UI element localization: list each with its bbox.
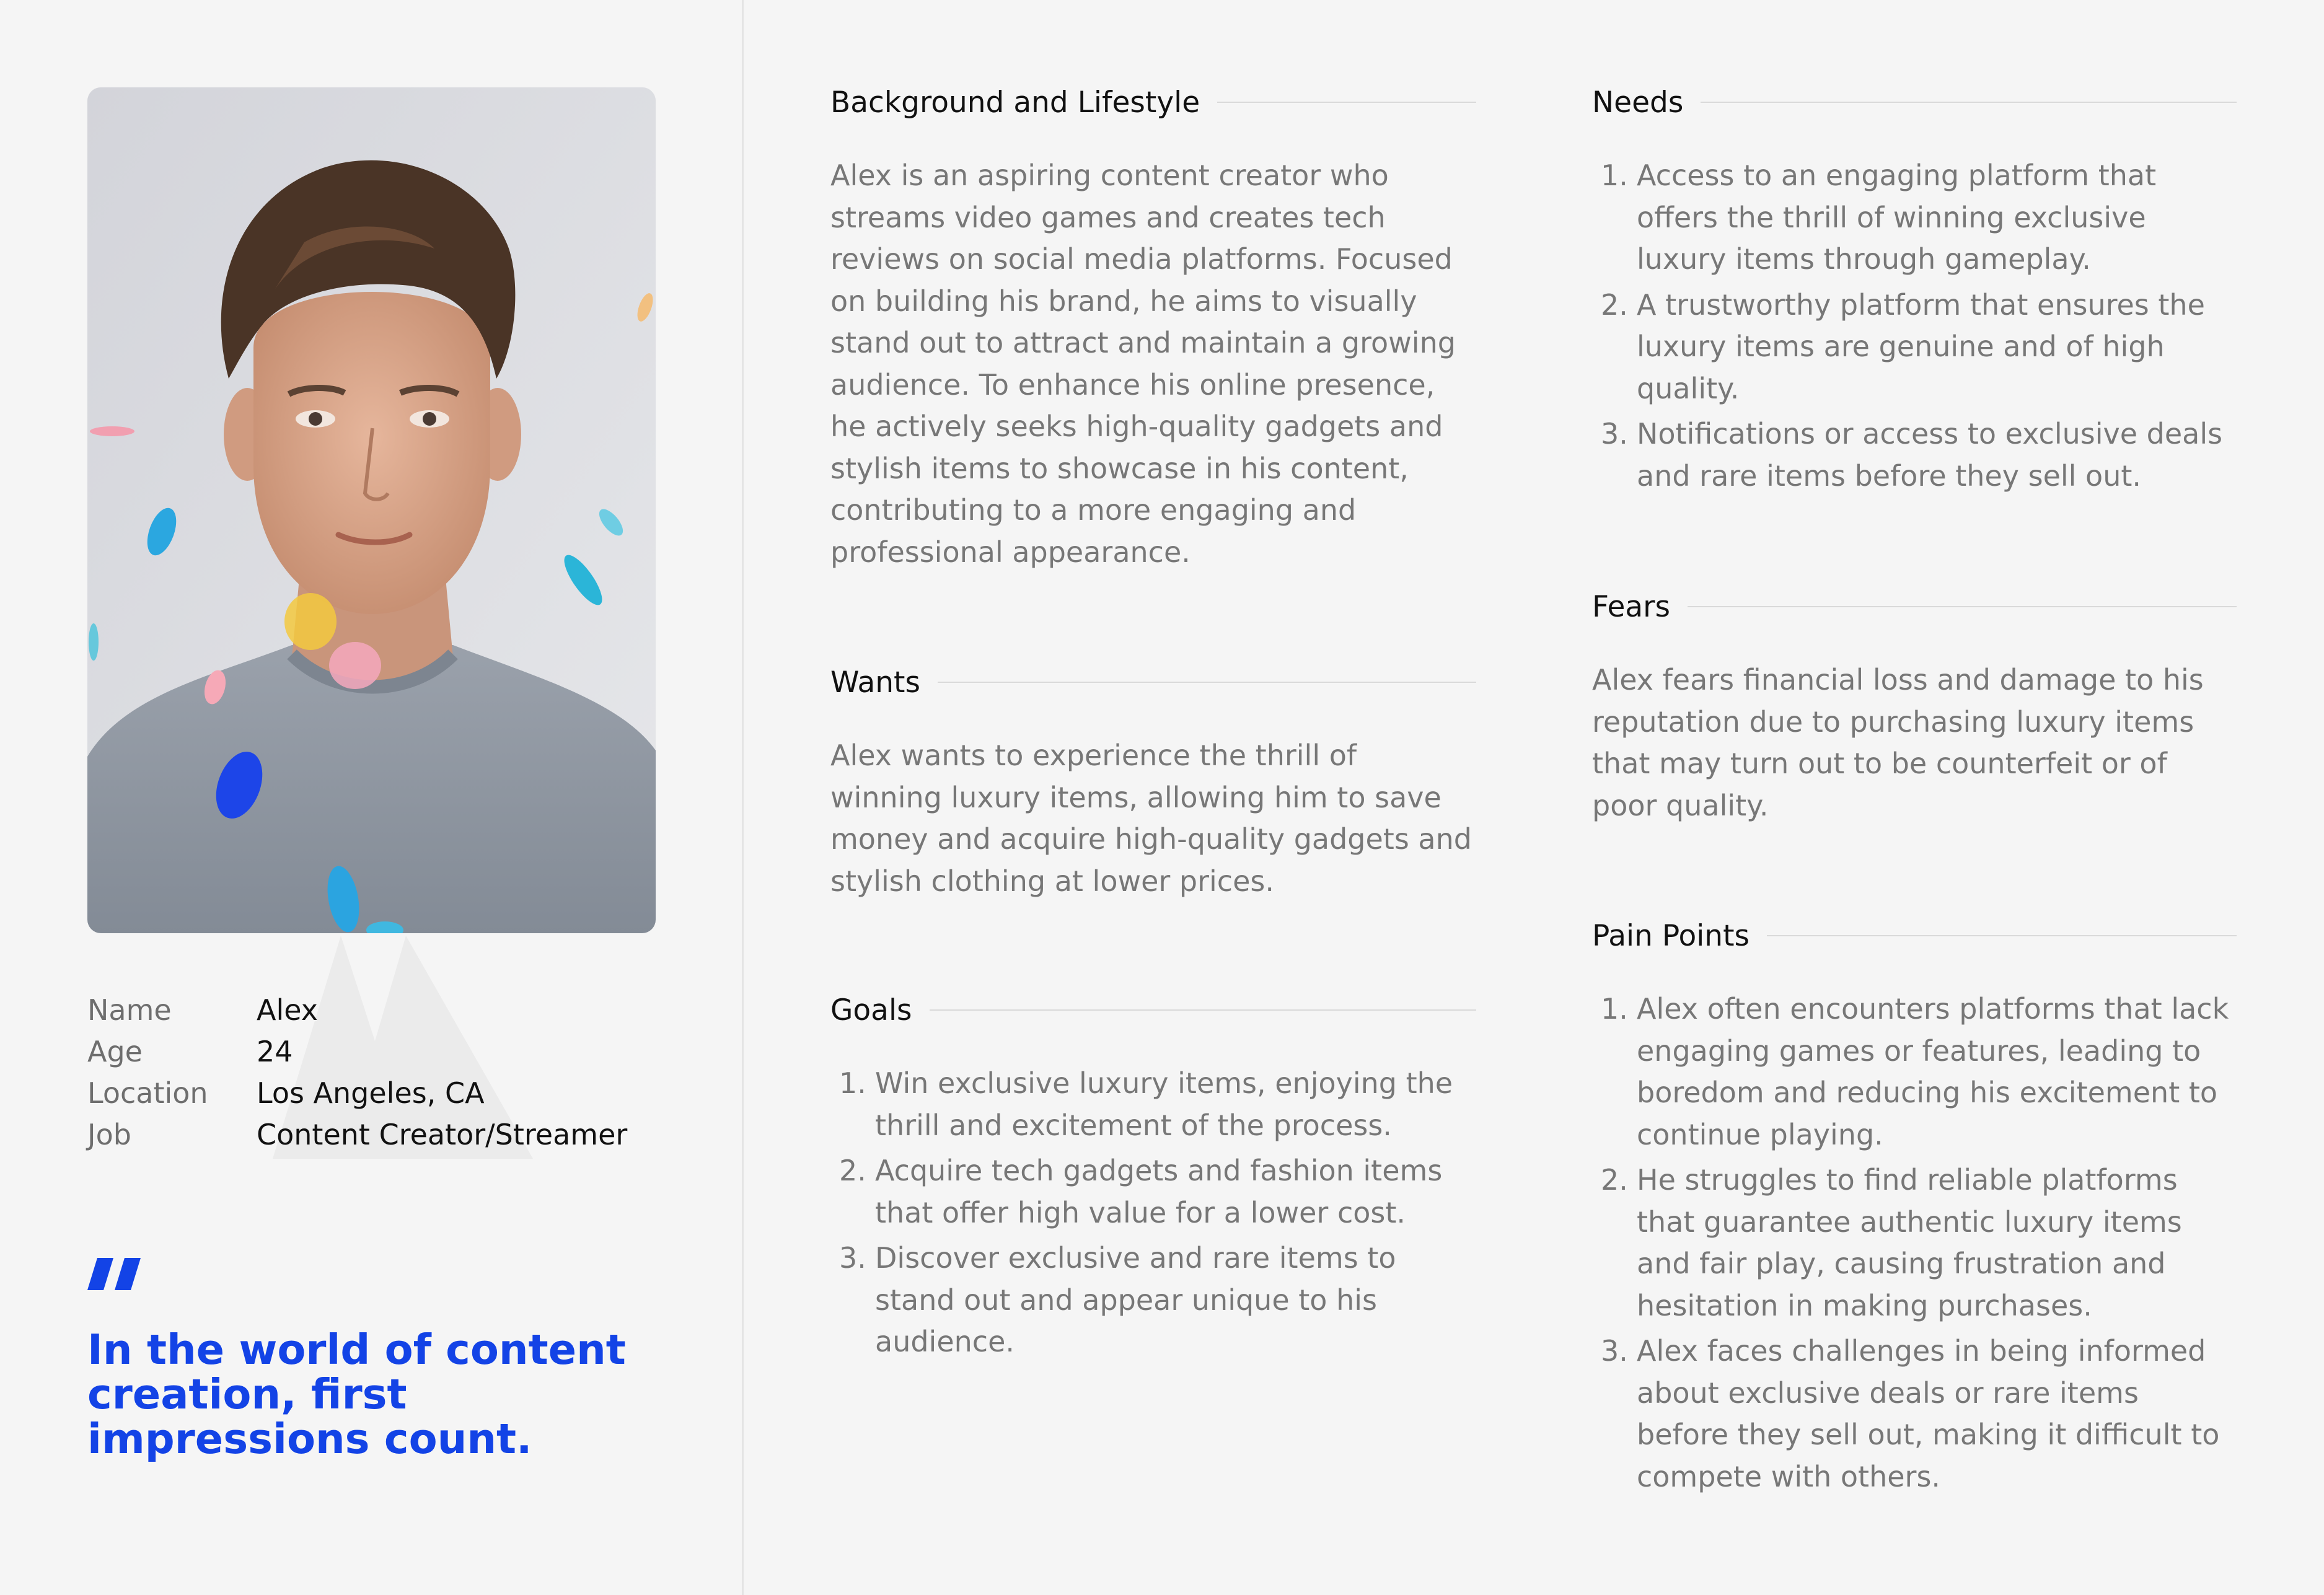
list-item: [1592, 1159, 2237, 1327]
column-divider: [742, 0, 744, 1595]
section-fears: [1592, 585, 2237, 827]
list-number: 2.: [839, 1154, 866, 1187]
list-text: Alex often encounters platforms that lack engaging games or features, leading to boredom and reducing his excitement to continue playing.: [1637, 992, 2229, 1151]
section-title-pain-points: Pain Points: [1592, 918, 1750, 953]
list-item: [1592, 413, 2237, 497]
job-value: Content Creator/Streamer: [257, 1118, 628, 1151]
list-text: Acquire tech gadgets and fashion items that offer high value for a lower cost.: [875, 1154, 1443, 1229]
needs-list: [1592, 155, 2237, 497]
list-text: Access to an engaging platform that offers the thrill of winning exclusive luxury items through gameplay.: [1637, 159, 2157, 276]
name-label: Name: [87, 993, 172, 1027]
section-header: [830, 81, 1476, 124]
info-row-location: [87, 1073, 664, 1114]
age-label: Age: [87, 1035, 143, 1068]
quote-mark-icon: [87, 1258, 143, 1290]
persona-quote: In the world of content creation, first impressions count.: [87, 1325, 626, 1463]
section-rule: [1767, 935, 2237, 936]
fears-text: Alex fears financial loss and damage to his reputation due to purchasing luxury items that may turn out to be counterfeit or of poor quality.: [1592, 663, 2204, 822]
section-rule: [938, 682, 1476, 683]
list-number: 1.: [1601, 159, 1628, 192]
list-text: A trustworthy platform that ensures the luxury items are genuine and of high quality.: [1637, 288, 2205, 405]
pain-points-list: [1592, 988, 2237, 1498]
section-rule: [1701, 102, 2237, 103]
section-header: [830, 988, 1476, 1032]
section-needs: [1592, 81, 2237, 501]
list-number: 2.: [1601, 1163, 1628, 1197]
persona-photo: [87, 87, 656, 933]
list-number: 3.: [1601, 1334, 1628, 1368]
section-pain-points: [1592, 914, 2237, 1501]
list-item: [830, 1063, 1476, 1146]
section-rule: [930, 1009, 1476, 1011]
location-label: Location: [87, 1076, 208, 1110]
list-item: [830, 1150, 1476, 1234]
list-text: Alex faces challenges in being informed about exclusive deals or rare items before they sell out, making it difficult to compete with others.: [1637, 1334, 2220, 1493]
section-rule: [1688, 606, 2237, 607]
profile-panel: [0, 0, 742, 1595]
section-header: [830, 661, 1476, 704]
list-number: 3.: [839, 1241, 866, 1275]
profile-info: [87, 990, 664, 1156]
name-value: Alex: [257, 993, 318, 1027]
section-header: [1592, 81, 2237, 124]
list-number: 3.: [1601, 417, 1628, 450]
section-title-needs: Needs: [1592, 85, 1684, 120]
list-text: Discover exclusive and rare items to stand out and appear unique to his audience.: [875, 1241, 1396, 1358]
list-number: 1.: [1601, 992, 1628, 1026]
section-background: [830, 81, 1476, 573]
info-row-job: [87, 1114, 664, 1156]
section-title-goals: Goals: [830, 993, 912, 1027]
list-number: 1.: [839, 1066, 866, 1100]
section-title-fears: Fears: [1592, 589, 1670, 624]
list-number: 2.: [1601, 288, 1628, 322]
section-title-wants: Wants: [830, 665, 920, 700]
list-text: He struggles to find reliable platforms that guarantee authentic luxury items and fair play, causing frustration and hesitation in making purchases.: [1637, 1163, 2182, 1322]
list-item: [1592, 284, 2237, 410]
age-value: 24: [257, 1035, 293, 1068]
list-item: [1592, 155, 2237, 281]
info-row-age: [87, 1031, 664, 1073]
wants-text: Alex wants to experience the thrill of winning luxury items, allowing him to save money and acquire high-quality gadgets and stylish clothing at lower prices.: [830, 739, 1472, 898]
list-item: [1592, 1330, 2237, 1498]
info-row-name: [87, 990, 664, 1031]
list-text: Notifications or access to exclusive deals and rare items before they sell out.: [1637, 417, 2223, 493]
section-header: [1592, 585, 2237, 628]
location-value: Los Angeles, CA: [257, 1076, 485, 1110]
goals-list: [830, 1063, 1476, 1363]
list-item: [1592, 988, 2237, 1156]
list-item: [830, 1237, 1476, 1363]
section-wants: [830, 661, 1476, 902]
section-goals: [830, 988, 1476, 1367]
background-text: Alex is an aspiring content creator who streams video games and creates tech reviews on social media platforms. Focused on building his brand, he aims to visually stand out to attract and maintain a growing audience. To enhance his online presence, he actively seeks high-quality gadgets and stylish items to showcase in his content, contributing to a more engaging and professional appearance.: [830, 159, 1456, 569]
list-text: Win exclusive luxury items, enjoying the thrill and excitement of the process.: [875, 1066, 1453, 1142]
section-header: [1592, 914, 2237, 957]
job-label: Job: [87, 1118, 131, 1151]
section-title-background: Background and Lifestyle: [830, 85, 1200, 120]
section-rule: [1217, 102, 1476, 103]
